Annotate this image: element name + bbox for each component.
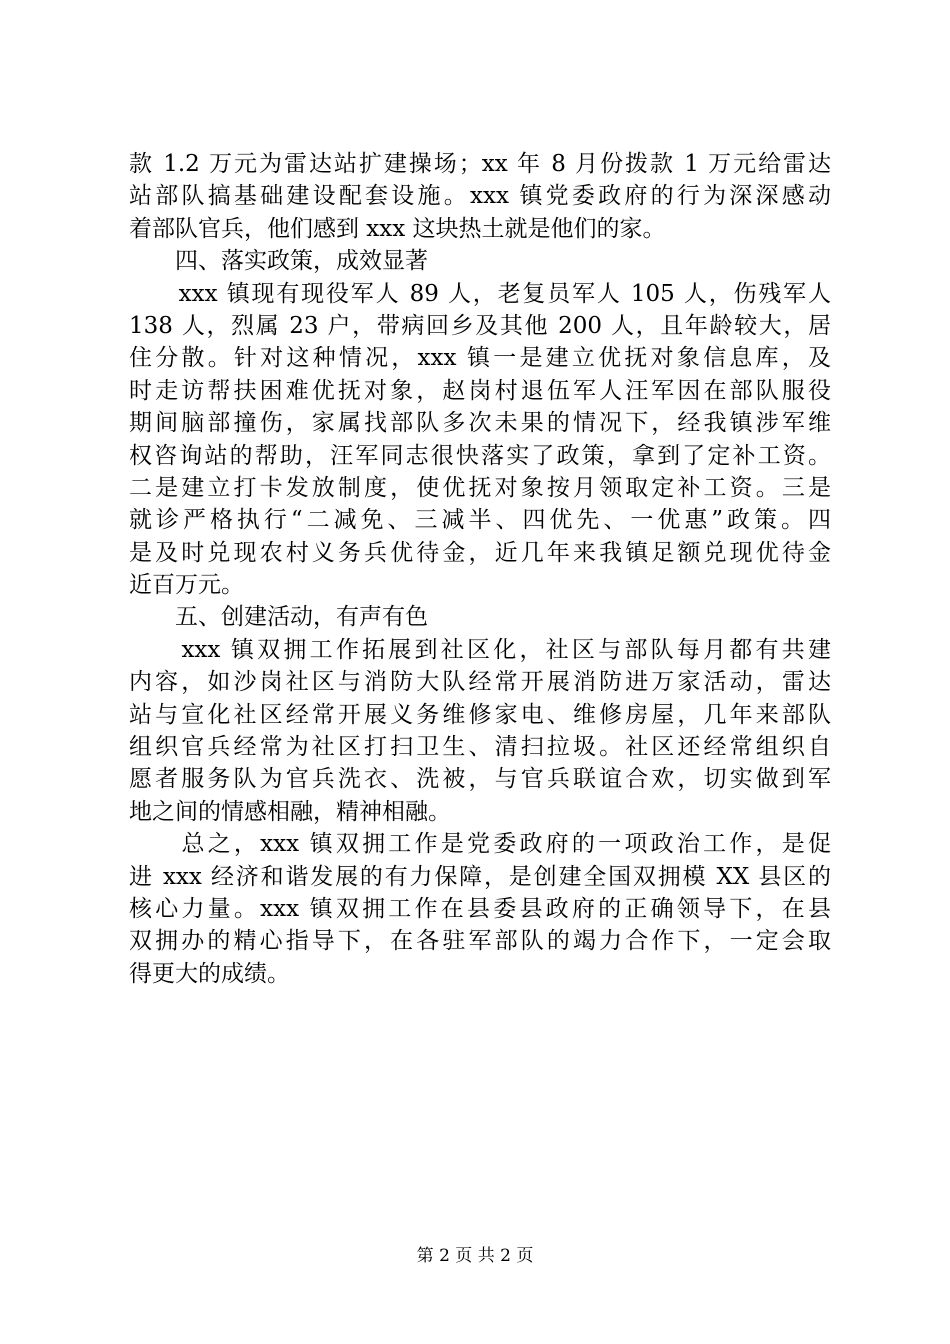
text-line: 时走访帮扶困难优抚对象，赵岗村退伍军人汪军因在部队服役 bbox=[129, 377, 831, 404]
text-line: 是及时兑现农村义务兵优待金，近几年来我镇足额兑现优待金 bbox=[129, 539, 831, 566]
text-line: 权咨询站的帮助，汪军同志很快落实了政策，拿到了定补工资。 bbox=[129, 442, 831, 469]
text-line: 总之，xxx 镇双拥工作是党委政府的一项政治工作，是促 bbox=[129, 831, 831, 858]
section-heading: 五、创建活动，有声有色 bbox=[129, 604, 428, 631]
text-line: 就诊严格执行“二减免、三减半、四优先、一优惠”政策。四 bbox=[129, 507, 831, 534]
text-line: xxx 镇现有现役军人 89 人，老复员军人 105 人，伤残军人 bbox=[129, 280, 831, 307]
text-line: 组织官兵经常为社区打扫卫生、清扫拉圾。社区还经常组织自 bbox=[129, 734, 831, 761]
text-line: 站与宣化社区经常开展义务维修家电、维修房屋，几年来部队 bbox=[129, 701, 831, 728]
text-line: xxx 镇双拥工作拓展到社区化，社区与部队每月都有共建 bbox=[129, 636, 831, 663]
text-line: 138 人，烈属 23 户，带病回乡及其他 200 人，且年龄较大，居 bbox=[129, 312, 831, 339]
text-line: 近百万元。 bbox=[129, 572, 244, 599]
text-line: 得更大的成绩。 bbox=[129, 960, 290, 987]
text-line: 核心力量。xxx 镇双拥工作在县委县政府的正确领导下，在县 bbox=[129, 895, 831, 922]
text-line: 着部队官兵，他们感到 xxx 这块热土就是他们的家。 bbox=[129, 215, 666, 242]
text-line: 内容，如沙岗社区与消防大队经常开展消防进万家活动，雷达 bbox=[129, 669, 831, 696]
text-line: 进 xxx 经济和谐发展的有力保障，是创建全国双拥模 XX 县区的 bbox=[129, 863, 831, 890]
text-line: 愿者服务队为官兵洗衣、洗被，与官兵联谊合欢，切实做到军 bbox=[129, 766, 831, 793]
text-line: 地之间的情感相融，精神相融。 bbox=[129, 798, 451, 825]
section-heading: 四、落实政策，成效显著 bbox=[129, 248, 428, 275]
text-line: 站部队搞基础建设配套设施。xxx 镇党委政府的行为深深感动 bbox=[129, 183, 831, 210]
text-line: 双拥办的精心指导下，在各驻军部队的竭力合作下，一定会取 bbox=[129, 928, 831, 955]
text-line: 款 1.2 万元为雷达站扩建操场；xx 年 8 月份拨款 1 万元给雷达 bbox=[129, 151, 831, 177]
text-line: 二是建立打卡发放制度，使优抚对象按月领取定补工资。三是 bbox=[129, 474, 831, 501]
document-body bbox=[129, 148, 831, 990]
text-line: 住分散。针对这种情况，xxx 镇一是建立优抚对象信息库，及 bbox=[129, 345, 831, 372]
page-number-footer: 第 2 页 共 2 页 bbox=[416, 1246, 534, 1266]
text-line: 期间脑部撞伤，家属找部队多次未果的情况下，经我镇涉军维 bbox=[129, 410, 831, 437]
